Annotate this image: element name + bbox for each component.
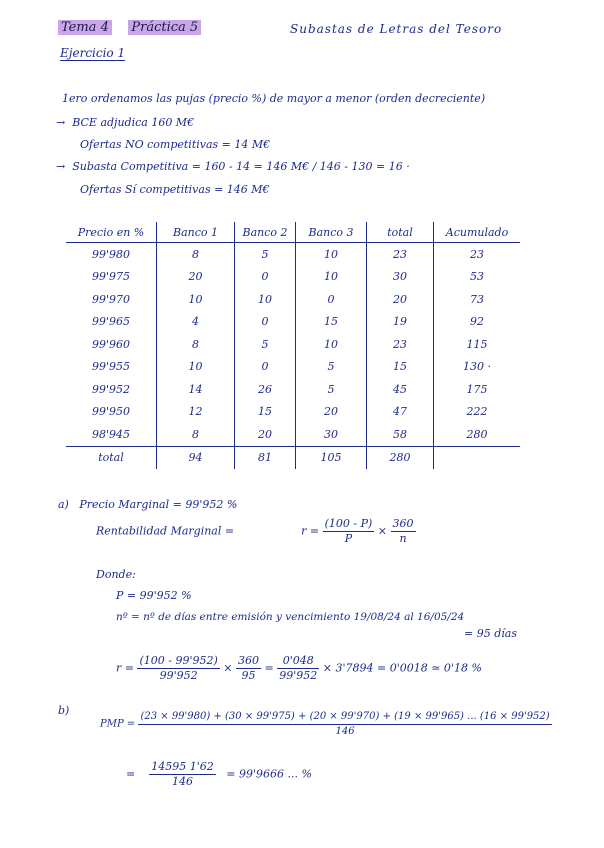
table-cell: 26 — [235, 378, 296, 401]
table-cell: 8 — [157, 333, 235, 356]
col-header: Precio en % — [66, 222, 157, 243]
table-cell: 4 — [157, 311, 235, 334]
table-cell: 45 — [367, 378, 434, 401]
arrow-icon: → — [56, 116, 66, 129]
table-cell: 0 — [235, 266, 296, 289]
table-cell: 10 — [296, 266, 367, 289]
table-cell: 23 — [367, 333, 434, 356]
bids-table — [66, 222, 520, 469]
table-cell: 99'965 — [91, 315, 131, 329]
header-row — [58, 20, 201, 35]
intro-line-3: Ofertas NO competitivas = 14 M€ — [80, 138, 271, 151]
table-cell: 30 — [367, 266, 434, 289]
table-cell: 47 — [367, 401, 434, 424]
table-cell: 58 — [367, 423, 434, 446]
table-cell: 5 — [296, 356, 367, 379]
table-cell: 5 — [235, 243, 296, 266]
table-body — [66, 243, 520, 469]
total-cell — [434, 446, 521, 469]
table-header-row — [66, 222, 520, 243]
table-cell: 92 — [434, 311, 521, 334]
table-cell: 20 — [235, 423, 296, 446]
fraction-pmp: (23 × 99'980) + (30 × 99'975) + (20 × 99'970) + (19 × 99'965) ... (16 × 99'952) 146 — [140, 711, 550, 737]
table-row — [66, 333, 520, 356]
table-row — [66, 356, 520, 379]
col-header: Banco 3 — [296, 222, 367, 243]
pmp-formula: PMP = (23 × 99'980) + (30 × 99'975) + (20 × 99'970) + (19 × 99'965) ... (16 × 99'952) 146 — [100, 711, 550, 737]
total-cell: 94 — [157, 446, 235, 469]
intro-line-4: → Subasta Competitiva = 160 - 14 = 146 M€ / 146 - 130 = 16 · — [56, 160, 410, 173]
table-cell: 99'975 — [91, 270, 131, 284]
table-cell: 99'980 — [91, 247, 131, 261]
rentabilidad-formula: Rentabilidad Marginal = r = $\frac{(100 - P)}{P}$ × $\frac{360}{n}$ — [96, 517, 414, 545]
table-cell: 10 — [235, 288, 296, 311]
col-header: Acumulado — [434, 222, 521, 243]
table-cell: 5 — [235, 333, 296, 356]
table-cell: 99'950 — [91, 405, 131, 419]
table-cell: 222 — [434, 401, 521, 424]
intro-line-5: Ofertas Sí competitivas = 146 M€ — [80, 183, 270, 196]
table-row — [66, 311, 520, 334]
fraction-calc-3: $\frac{0'048}{99'952}$ — [279, 654, 318, 682]
table-cell: 8 — [157, 423, 235, 446]
table-cell: 0 — [235, 311, 296, 334]
n-definition: nº = nº de días entre emisión y vencimiento 19/08/24 al 16/05/24 — [116, 611, 465, 623]
total-cell: 105 — [296, 446, 367, 469]
table-cell: 73 — [434, 288, 521, 311]
table-cell: 53 — [434, 266, 521, 289]
col-header: Banco 2 — [235, 222, 296, 243]
table-cell: 0 — [296, 288, 367, 311]
table-cell: 99'955 — [91, 360, 131, 374]
table-cell: 20 — [157, 266, 235, 289]
table-row — [66, 378, 520, 401]
r-calculation: r = $\frac{(100 - 99'952)}{99'952}$ × $\frac{360}{95}$ = $\frac{0'048}{99'952}$ × 3'7894 = 0'0018 ≃ 0'18 % — [116, 654, 482, 682]
arrow-icon: → — [56, 160, 66, 173]
table-cell: 15 — [235, 401, 296, 424]
intro-line-2: → BCE adjudica 160 M€ — [56, 116, 195, 129]
table-row — [66, 401, 520, 424]
table-cell: 23 — [434, 243, 521, 266]
table-cell: 23 — [367, 243, 434, 266]
practica-label: Práctica 5 — [128, 20, 201, 35]
fraction-result: $\frac{14595 1'62}{146}$ — [151, 760, 214, 788]
table-cell: 10 — [296, 333, 367, 356]
tema-label: Tema 4 — [58, 20, 112, 35]
table-cell: 10 — [157, 288, 235, 311]
table-cell: 99'970 — [91, 292, 131, 306]
table-total-row — [66, 446, 520, 469]
intro-line-1: 1ero ordenamos las pujas (precio %) de mayor a menor (orden decreciente) — [62, 92, 486, 105]
fraction-n: $\frac{360}{n}$ — [392, 517, 414, 545]
table-cell: 0 — [235, 356, 296, 379]
table-cell: 5 — [296, 378, 367, 401]
table-cell: 115 — [434, 333, 521, 356]
table-cell: 30 — [296, 423, 367, 446]
total-cell: total — [66, 446, 157, 469]
table-cell: 280 — [434, 423, 521, 446]
n-value: = 95 días — [464, 627, 517, 640]
fraction-calc-1: $\frac{(100 - 99'952)}{99'952}$ — [139, 654, 218, 682]
table-cell: 10 — [296, 243, 367, 266]
col-header: total — [367, 222, 434, 243]
table-cell: 175 — [434, 378, 521, 401]
table-row — [66, 423, 520, 446]
table-cell: 130 · — [434, 356, 521, 379]
table-row — [66, 266, 520, 289]
pmp-result: = $\frac{14595 1'62}{146}$ = 99'9666 ... % — [126, 760, 312, 788]
part-a-precio-marginal: a) Precio Marginal = 99'952 % — [58, 498, 238, 511]
part-a-label: a) — [58, 498, 69, 511]
table-cell: 20 — [367, 288, 434, 311]
table-cell: 20 — [296, 401, 367, 424]
fraction-r: $\frac{(100 - P)}{P}$ — [324, 517, 373, 545]
col-header: Banco 1 — [157, 222, 235, 243]
table-cell: 98'945 — [91, 427, 131, 441]
total-cell: 81 — [235, 446, 296, 469]
table-cell: 99'952 — [91, 382, 131, 396]
exercise-title: Ejercicio 1 — [60, 46, 126, 60]
p-definition: P = 99'952 % — [116, 589, 192, 602]
table-cell: 15 — [296, 311, 367, 334]
page-title: Subastas de Letras del Tesoro — [290, 22, 503, 36]
donde-label: Donde: — [96, 568, 136, 581]
total-cell: 280 — [367, 446, 434, 469]
table-cell: 14 — [157, 378, 235, 401]
part-b-label: b) — [58, 704, 70, 717]
table-row — [66, 243, 520, 266]
table-cell: 19 — [367, 311, 434, 334]
table-cell: 12 — [157, 401, 235, 424]
table-cell: 15 — [367, 356, 434, 379]
table-cell: 8 — [157, 243, 235, 266]
table-cell: 99'960 — [91, 337, 131, 351]
table-row — [66, 288, 520, 311]
fraction-calc-2: $\frac{360}{95}$ — [238, 654, 260, 682]
table-cell: 10 — [157, 356, 235, 379]
